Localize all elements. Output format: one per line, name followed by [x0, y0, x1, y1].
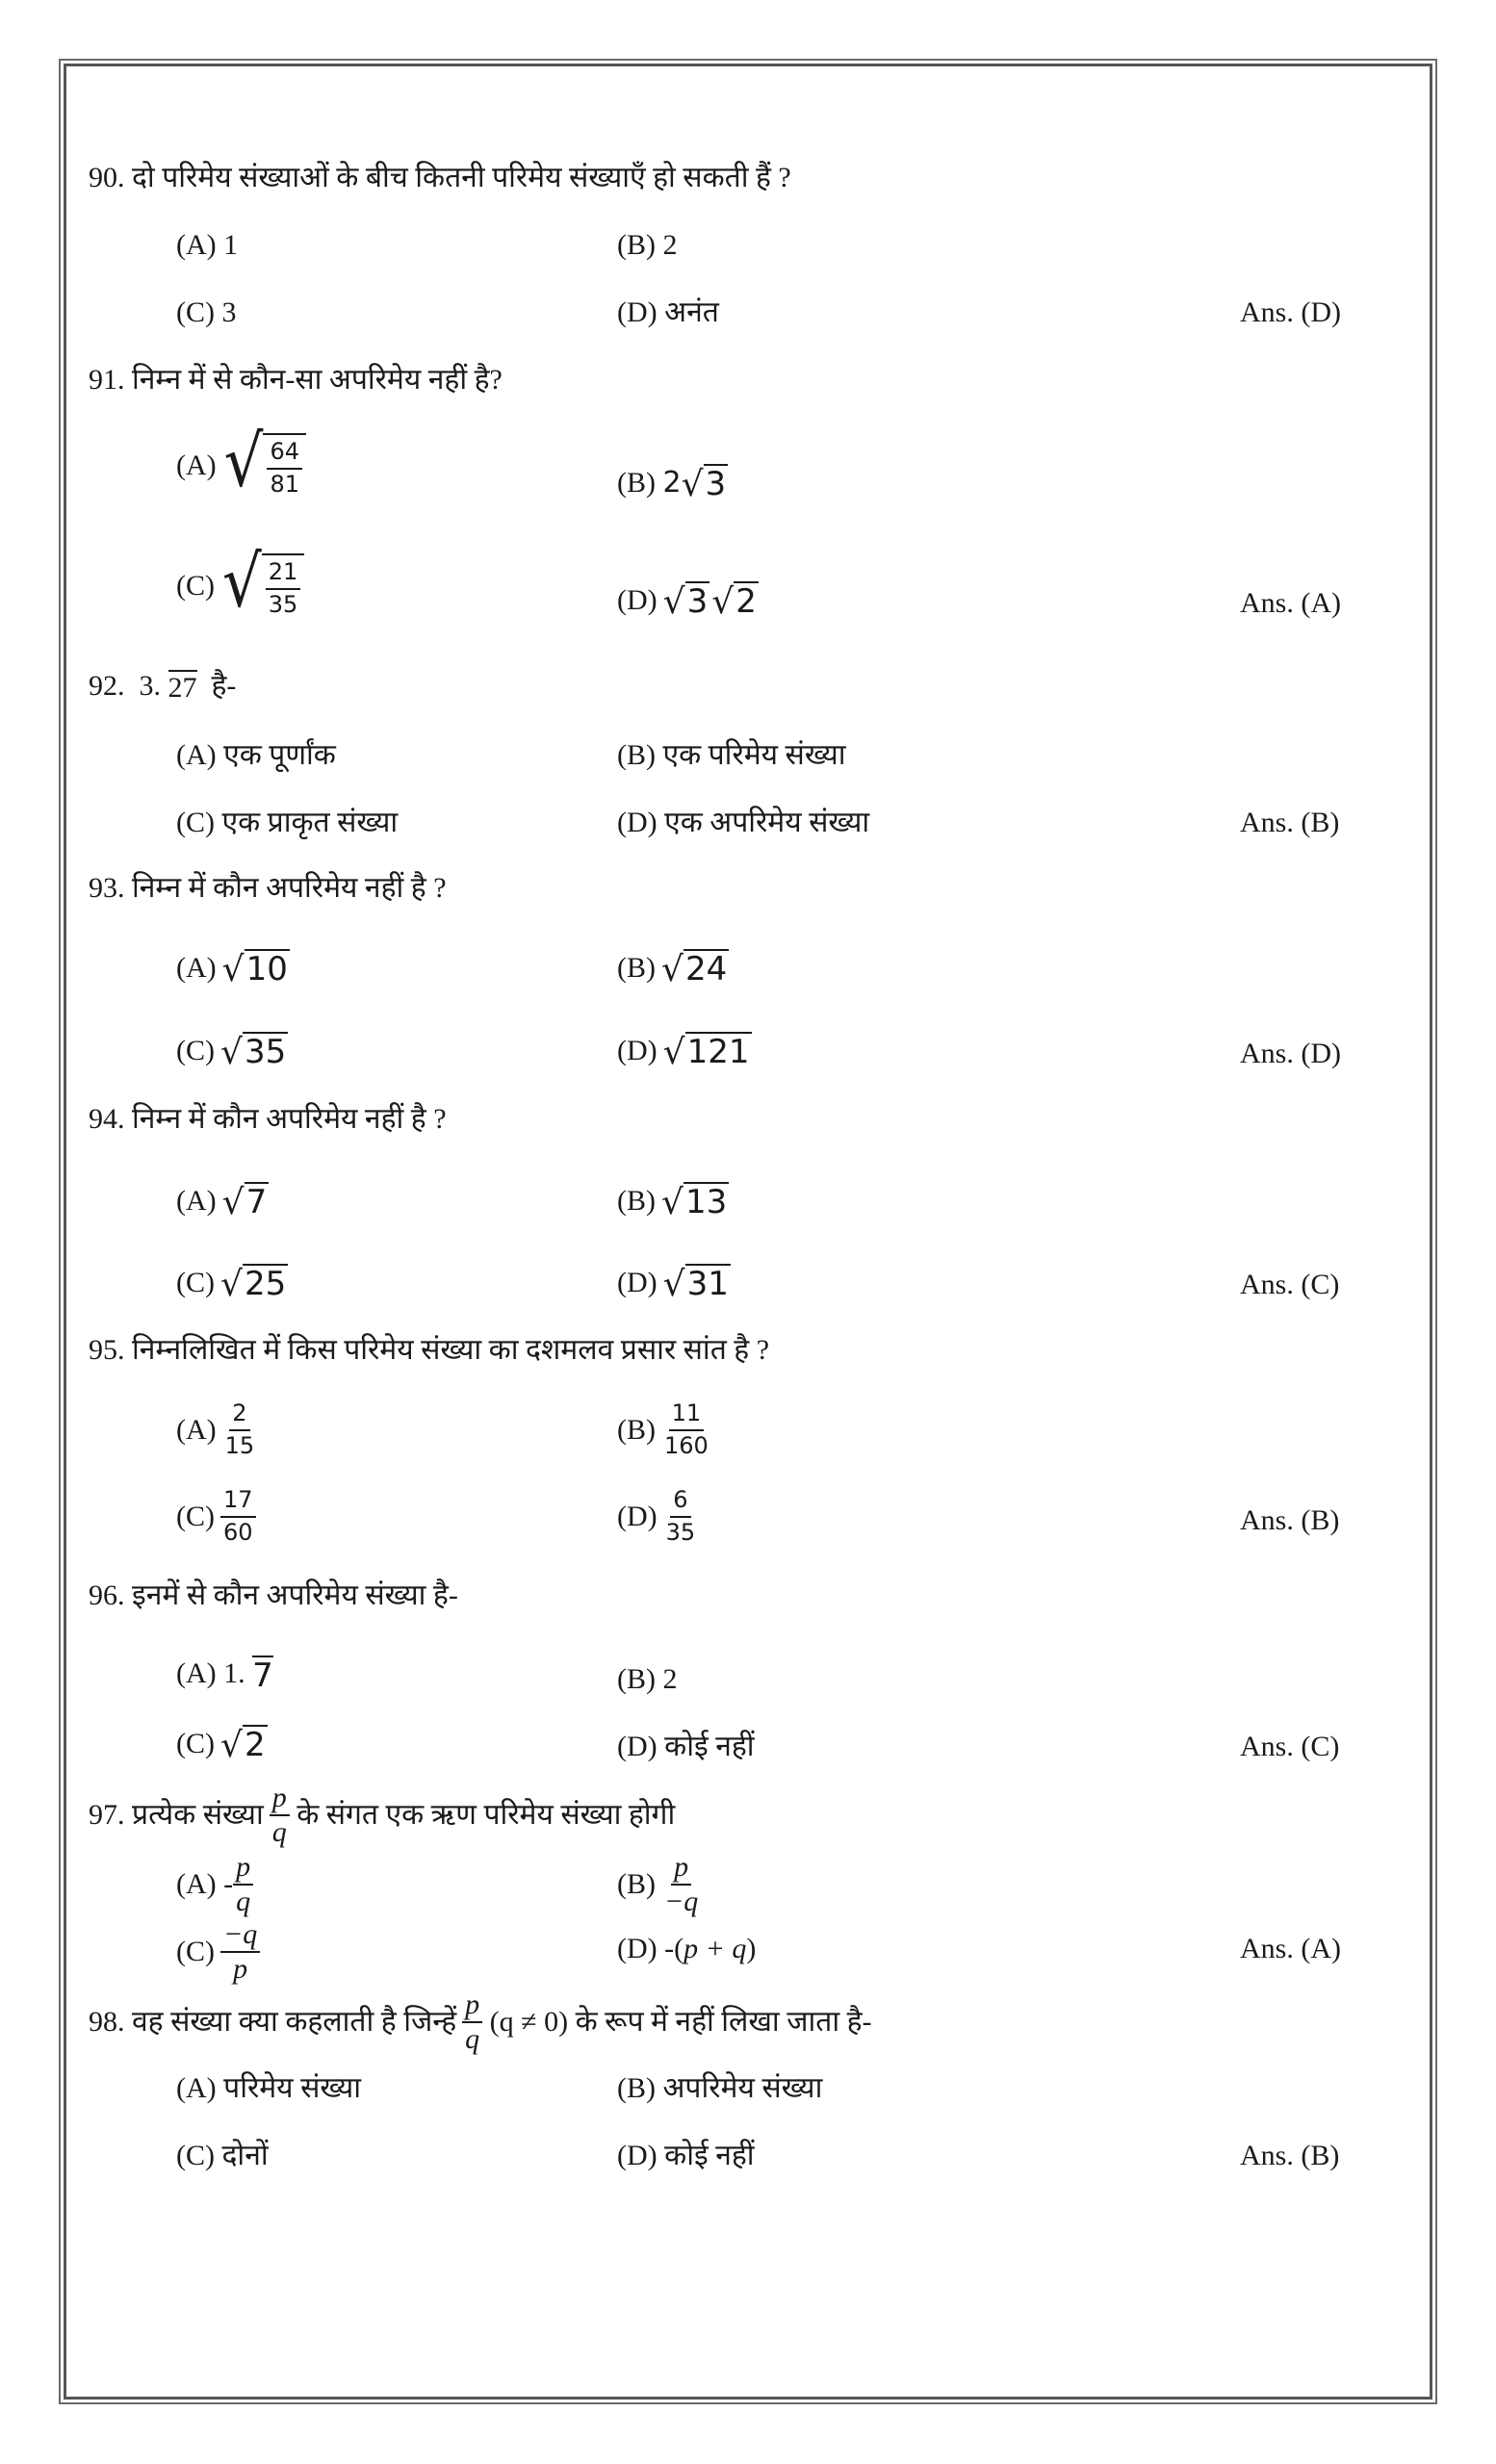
- square-root: [661, 1182, 729, 1220]
- text-span: -: [223, 1868, 234, 1900]
- option-label: (D): [617, 1731, 658, 1762]
- option-d: [617, 1935, 756, 1964]
- option-label: (A): [176, 1657, 217, 1689]
- option-label: (B): [617, 1663, 656, 1695]
- option-c: [176, 1920, 260, 1984]
- answer-label: Ans. (C): [1240, 1731, 1340, 1762]
- option-c: [176, 541, 304, 624]
- option-a: [176, 231, 238, 260]
- option-label: (D): [617, 296, 658, 328]
- repeating-decimal: 27: [168, 672, 197, 704]
- radicand: 10: [245, 950, 288, 988]
- option-a: [176, 741, 336, 770]
- text-span: 2: [662, 1663, 678, 1695]
- option-label: (D): [617, 1266, 658, 1298]
- option-c: [176, 1032, 288, 1070]
- radicand: 13: [684, 1183, 728, 1221]
- option-label: (B): [617, 2072, 656, 2104]
- question-number: 98.: [89, 2006, 125, 2038]
- option-label: (C): [176, 569, 215, 602]
- option-label: (C): [176, 1266, 215, 1298]
- option-label: (C): [176, 1936, 215, 1967]
- square-root: [663, 1032, 752, 1070]
- option-b: [617, 1182, 729, 1220]
- fraction: [220, 1487, 256, 1546]
- text-span: वह संख्या क्या कहलाती है जिन्हें: [132, 2006, 457, 2038]
- fraction: [266, 559, 301, 618]
- option-label: (A): [176, 1868, 217, 1900]
- text-span: निम्न में से कौन-सा अपरिमेय नहीं है?: [132, 364, 503, 396]
- fraction-denominator: 81: [270, 470, 299, 498]
- option-label: (C): [176, 2140, 215, 2171]
- option-label: (A): [176, 1413, 217, 1446]
- option-a: [176, 1853, 253, 1916]
- text-span: है-: [211, 670, 237, 702]
- fraction: [267, 439, 302, 498]
- fraction: [661, 1853, 701, 1916]
- answer-label: Ans. (A): [1240, 587, 1341, 619]
- option-a: [176, 1400, 257, 1459]
- question-text: [89, 670, 236, 703]
- repeating-decimal: 7: [252, 1656, 273, 1695]
- question-text: [89, 366, 503, 395]
- fraction-p-over-q: [270, 1784, 290, 1847]
- fraction-denominator: 15: [224, 1431, 255, 1459]
- fraction-denominator: 35: [268, 590, 298, 618]
- option-label: (B): [617, 229, 656, 261]
- radical-sign-icon: √: [711, 581, 735, 622]
- option-d: [617, 1032, 752, 1070]
- option-label: (B): [617, 466, 656, 499]
- question-text: [89, 1990, 872, 2054]
- option-label: (D): [617, 1500, 658, 1532]
- option-label: (A): [176, 1184, 217, 1217]
- fraction-denominator: p: [233, 1953, 248, 1985]
- question-number: 91.: [89, 364, 125, 396]
- radicand: 3: [686, 582, 709, 621]
- option-b: [617, 741, 846, 770]
- text-span: 2: [662, 465, 682, 500]
- radicand: 35: [244, 1033, 287, 1071]
- option-label: (A): [176, 739, 217, 771]
- radical-sign-icon: √: [662, 1032, 685, 1072]
- option-label: (A): [176, 2072, 217, 2104]
- square-root: [220, 1725, 268, 1763]
- question-text: [89, 1336, 769, 1365]
- option-a: [176, 1182, 269, 1220]
- fraction: [661, 1400, 711, 1459]
- option-label: (A): [176, 951, 217, 984]
- text-span: p + q: [684, 1933, 747, 1964]
- radical-sign-icon: √: [220, 1725, 243, 1765]
- square-root: [222, 949, 290, 988]
- text-span: 1: [223, 229, 239, 261]
- radical-sign-icon: √: [681, 464, 704, 504]
- question-text: [89, 874, 447, 903]
- sqrt-fraction: [222, 541, 304, 624]
- radicand: 2: [244, 1726, 266, 1764]
- radicand: 2: [735, 582, 757, 621]
- question-number: 97.: [89, 1799, 125, 1831]
- fraction-denominator: q: [236, 1886, 251, 1917]
- question-number: 93.: [89, 872, 125, 904]
- fraction-numerator: p: [270, 1784, 290, 1816]
- option-c: [176, 1264, 288, 1302]
- fraction-numerator: 17: [220, 1487, 256, 1518]
- text-span: (q ≠ 0): [489, 2006, 569, 2038]
- option-d: [617, 2142, 755, 2170]
- option-label: (B): [617, 1413, 656, 1446]
- answer-label: Ans. (C): [1240, 1269, 1340, 1300]
- option-label: (C): [176, 1034, 215, 1066]
- fraction-numerator: 11: [669, 1400, 705, 1431]
- option-label: (C): [176, 1500, 215, 1532]
- option-a: [176, 1656, 273, 1695]
- text-span: एक अपरिमेय संख्या: [664, 807, 870, 838]
- radical-sign-icon: √: [220, 1032, 243, 1072]
- square-root: [663, 581, 710, 620]
- radicand: 3: [705, 465, 727, 503]
- option-label: (D): [617, 1034, 658, 1066]
- radicand: [262, 553, 305, 618]
- fraction-numerator: p: [671, 1853, 691, 1886]
- option-label: (D): [617, 2140, 658, 2171]
- question-number: 94.: [89, 1103, 125, 1135]
- question-text: [89, 1784, 675, 1847]
- text-span: निम्नलिखित में किस परिमेय संख्या का दशमलव प्रसार सांत है ?: [132, 1334, 770, 1366]
- answer-label: Ans. (B): [1240, 1504, 1340, 1536]
- option-d: [617, 1487, 698, 1546]
- fraction: [663, 1487, 699, 1546]
- option-b: [617, 949, 729, 988]
- answer-label: Ans. (D): [1240, 296, 1341, 328]
- radicand: [263, 433, 306, 498]
- text-span: अनंत: [664, 296, 719, 328]
- text-span: एक परिमेय संख्या: [662, 739, 846, 771]
- text-span: निम्न में कौन अपरिमेय नहीं है ?: [132, 1103, 447, 1135]
- option-c: [176, 808, 398, 837]
- text-span: 2: [662, 229, 678, 261]
- option-label: (B): [617, 739, 656, 771]
- text-span: कोई नहीं: [664, 2140, 755, 2171]
- square-root: [222, 1182, 270, 1220]
- radicand: 25: [244, 1265, 287, 1303]
- radical-sign-icon: √: [661, 949, 684, 989]
- question-number: 92.: [89, 670, 125, 702]
- radical-sign-icon: √: [223, 421, 264, 503]
- fraction-denominator: 160: [664, 1431, 709, 1459]
- text-span: प्रत्येक संख्या: [132, 1799, 264, 1831]
- question-number: 90.: [89, 162, 125, 193]
- square-root: [682, 464, 729, 502]
- option-b: [617, 1665, 678, 1694]
- radical-sign-icon: √: [661, 1182, 684, 1222]
- text-span: दो परिमेय संख्याओं के बीच कितनी परिमेय संख्याएँ हो सकती हैं ?: [132, 162, 791, 193]
- square-root: [220, 1264, 288, 1302]
- radicand: 24: [684, 950, 728, 988]
- fraction: [220, 1920, 260, 1984]
- question-number: 96.: [89, 1579, 125, 1611]
- square-root: [220, 1032, 288, 1070]
- radicand: 7: [245, 1183, 268, 1221]
- fraction-numerator: p: [233, 1853, 253, 1886]
- fraction: [233, 1853, 253, 1916]
- radical-sign-icon: √: [222, 541, 262, 624]
- option-d: [617, 1732, 755, 1761]
- option-c: [176, 298, 237, 327]
- fraction-numerator: 2: [229, 1400, 249, 1431]
- answer-label: Ans. (B): [1240, 2140, 1340, 2171]
- option-b: [617, 1853, 701, 1916]
- option-label: (D): [617, 807, 658, 838]
- fraction-denominator: 60: [223, 1518, 253, 1546]
- text-span: निम्न में कौन अपरिमेय नहीं है ?: [132, 872, 447, 904]
- fraction: [222, 1400, 258, 1459]
- text-span: 3.: [139, 670, 161, 702]
- text-span: के संगत एक ऋण परिमेय संख्या होगी: [297, 1799, 676, 1831]
- option-d: [617, 808, 869, 837]
- text-span: ): [746, 1933, 757, 1964]
- option-a: [176, 949, 290, 988]
- option-c: [176, 1725, 268, 1763]
- option-label: (C): [176, 1727, 215, 1759]
- option-label: (B): [617, 1868, 656, 1900]
- square-root: [711, 581, 759, 620]
- answer-label: Ans. (A): [1240, 1933, 1341, 1964]
- answer-label: Ans. (B): [1240, 807, 1340, 838]
- option-label: (C): [176, 296, 215, 328]
- text-span: -(: [664, 1933, 684, 1964]
- fraction-numerator: 21: [266, 559, 301, 590]
- option-label: (C): [176, 807, 215, 838]
- text-span: दोनों: [221, 2140, 269, 2171]
- option-label: (D): [617, 1933, 658, 1964]
- option-b: [617, 464, 728, 502]
- fraction-denominator: q: [271, 1816, 287, 1848]
- option-label: (B): [617, 951, 656, 984]
- text-span: इनमें से कौन अपरिमेय संख्या है-: [132, 1579, 458, 1611]
- option-c: [176, 1487, 256, 1546]
- fraction-numerator: p: [462, 1990, 482, 2023]
- text-span: कोई नहीं: [664, 1731, 755, 1762]
- radicand: 31: [686, 1265, 729, 1303]
- fraction-denominator: q: [465, 2023, 480, 2055]
- option-label: (D): [617, 583, 658, 616]
- text-span: 1.: [223, 1657, 245, 1689]
- text-span: अपरिमेय संख्या: [662, 2072, 823, 2104]
- text-span: के रूप में नहीं लिखा जाता है-: [575, 2006, 872, 2038]
- text-span: परिमेय संख्या: [223, 2072, 362, 2104]
- question-text: [89, 1105, 447, 1134]
- option-b: [617, 1400, 711, 1459]
- question-number: 95.: [89, 1334, 125, 1366]
- option-d: [617, 1264, 731, 1302]
- text-span: 3: [221, 296, 237, 328]
- radical-sign-icon: √: [662, 581, 685, 622]
- radical-sign-icon: √: [220, 1264, 243, 1304]
- square-root: [663, 1264, 731, 1302]
- fraction-denominator: 35: [665, 1518, 696, 1546]
- option-label: (A): [176, 449, 217, 481]
- option-label: (A): [176, 229, 217, 261]
- fraction-numerator: 64: [267, 439, 302, 470]
- answer-label: Ans. (D): [1240, 1038, 1341, 1069]
- radical-sign-icon: √: [221, 1182, 245, 1222]
- text-span: एक पूर्णांक: [223, 739, 336, 771]
- option-a: [176, 2074, 361, 2103]
- option-a: [176, 421, 306, 503]
- question-text: [89, 1581, 458, 1610]
- fraction-denominator: −q: [664, 1886, 699, 1917]
- option-c: [176, 2142, 269, 2170]
- option-b: [617, 2074, 822, 2103]
- fraction-numerator: −q: [220, 1920, 260, 1953]
- radicand: 121: [686, 1033, 750, 1071]
- square-root: [661, 949, 729, 988]
- question-text: [89, 164, 791, 192]
- option-d: [617, 298, 719, 327]
- option-label: (B): [617, 1184, 656, 1217]
- fraction-p-over-q: [462, 1990, 482, 2054]
- fraction-numerator: 6: [670, 1487, 690, 1518]
- text-span: एक प्राकृत संख्या: [221, 807, 399, 838]
- radical-sign-icon: √: [662, 1264, 685, 1304]
- radical-sign-icon: √: [221, 949, 245, 989]
- sqrt-fraction: [223, 421, 306, 503]
- option-d: [617, 581, 759, 620]
- option-b: [617, 231, 678, 260]
